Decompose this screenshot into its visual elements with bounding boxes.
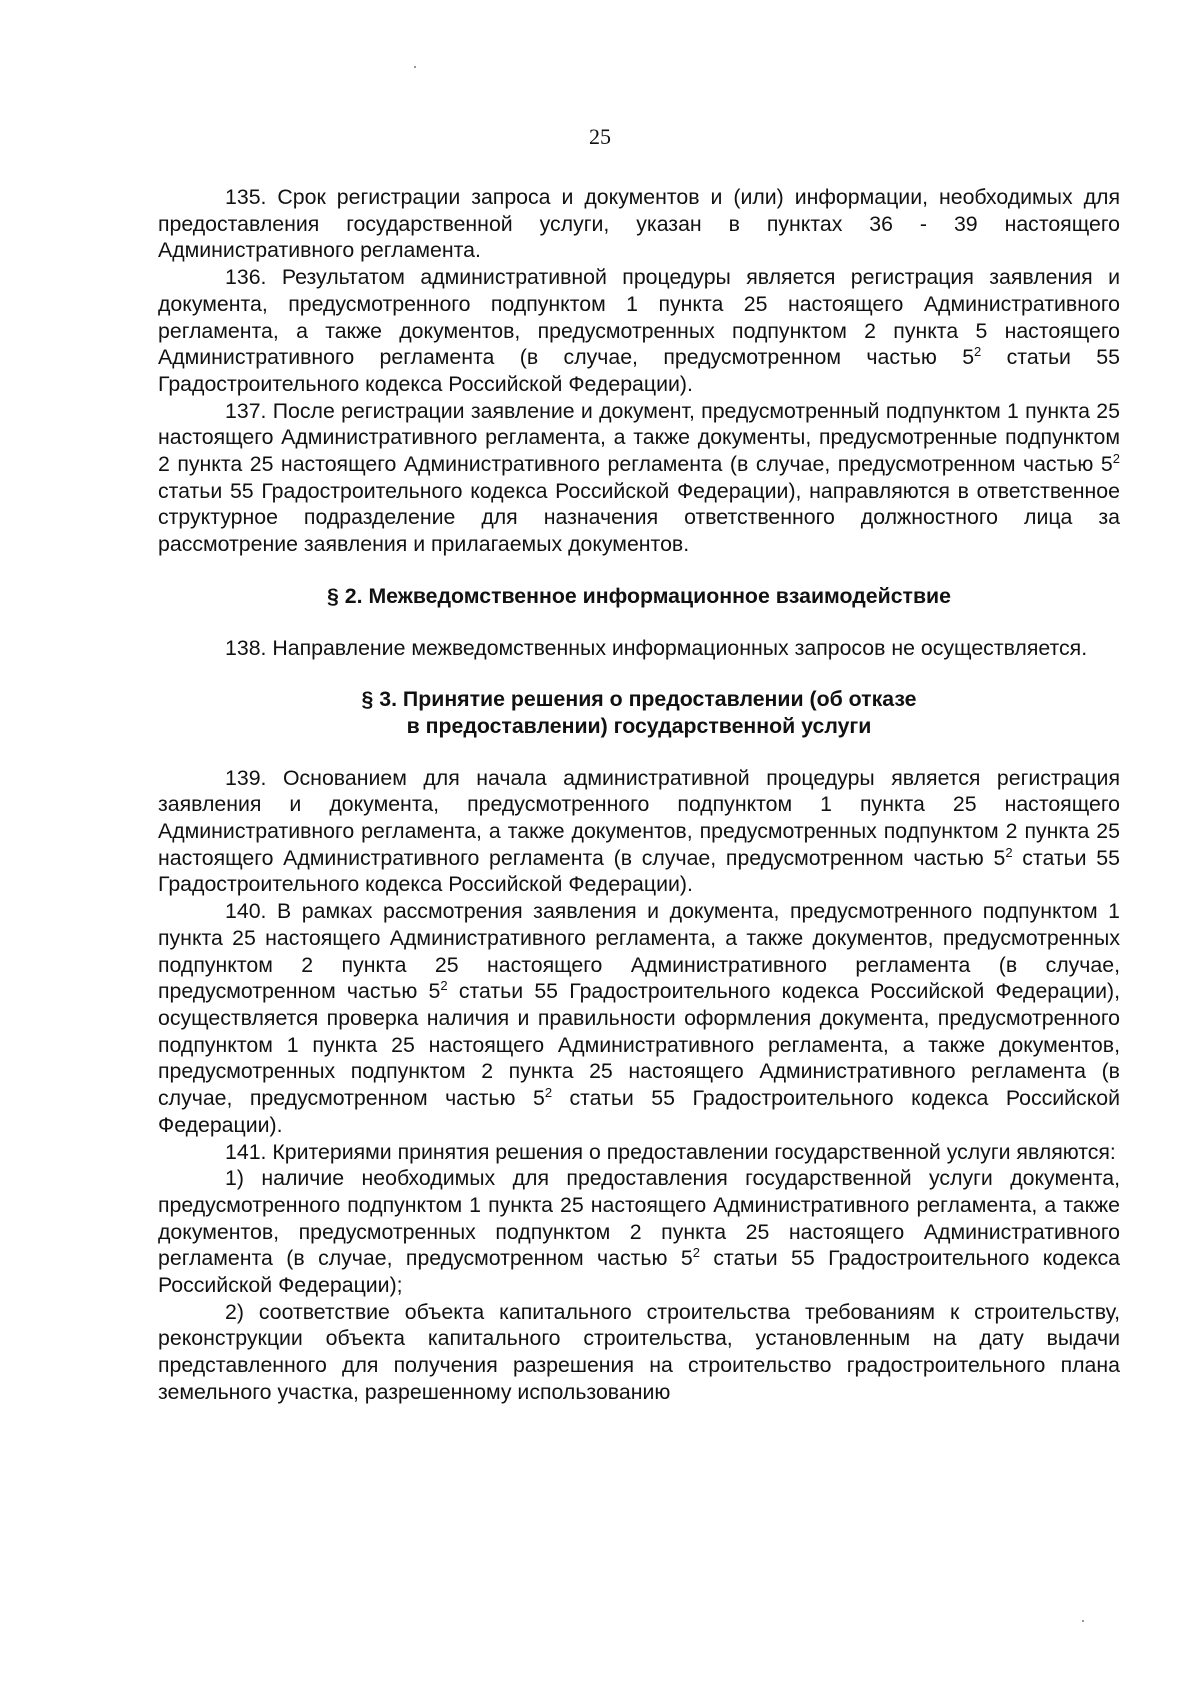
text-run: статьи 55 Градостроительного кодекса Российской Федерации). <box>158 345 1120 396</box>
paragraph <box>158 898 1120 1138</box>
text-run: 141. Критериями принятия решения о предоставлении государственной услуги являются: <box>225 1139 1116 1164</box>
scan-speck <box>414 66 416 68</box>
paragraph <box>158 398 1120 558</box>
superscript: 2 <box>544 1085 553 1101</box>
text-run: 1) наличие необходимых для предоставления государственной услуги документа, предусмотренного подпунктом 1 пункта 25 настоящего Административного регламента, а также документов, предусмотренных подпунктом 2 пункта 25 настоящего Административного регламента (в случае, предусмотренном частью 5 <box>158 1166 1120 1271</box>
text-run: статьи 55 Градостроительного кодекса Российской Федерации), направляются в ответственное структурное подразделение для назначения ответственного должностного лица за рассмотрение заявления и прилагаемых документов. <box>158 478 1120 557</box>
scan-speck <box>1082 1620 1084 1622</box>
section-heading-line: § 2. Межведомственное информационное взаимодействие <box>327 583 951 608</box>
text-run: 139. Основанием для начала административной процедуры является регистрация заявления и документа, предусмотренного подпунктом 1 пункта 25 настоящего Административного регламента, а также документов, предусмотренных подпунктом 2 пункта 25 настоящего Административного регламента (в случае, предусмотренном частью 5 <box>158 765 1120 870</box>
text-run: статьи 55 Градостроительного кодекса Российской Федерации). <box>158 1086 1120 1137</box>
section-heading-line: § 3. Принятие решения о предоставлении (об отказе <box>361 687 917 712</box>
text-run: 136. Результатом административной процедуры является регистрация заявления и документа, предусмотренного подпунктом 1 пункта 25 настоящего Административного регламента, а также документов, предусмотренных подпунктом 2 пункта 5 настоящего Административного регламента (в случае, предусмотренном частью 5 <box>158 265 1120 370</box>
text-run: статьи 55 Градостроительного кодекса Российской Федерации); <box>158 1246 1120 1298</box>
text-run: 2) соответствие объекта капитального строительства требованиям к строительству, реконструкции объекта капитального строительства, установленным на дату выдачи представленного для получения разрешения на строительство градостроительного плана земельного участка, разрешенному использованию <box>158 1299 1120 1404</box>
text-run: 137. После регистрации заявление и документ, предусмотренный подпунктом 1 пункта 25 настоящего Административного регламента, а также документы, предусмотренные подпунктом 2 пункта 25 настоящего Административного регламента (в случае, предусмотренном частью 5 <box>158 398 1120 477</box>
section-heading <box>158 686 1120 739</box>
text-run: 135. Срок регистрации запроса и документов и (или) информации, необходимых для предоставления государственной услуги, указан в пунктах 36 - 39 настоящего Административного регламента. <box>158 185 1120 263</box>
paragraph <box>158 1139 1120 1166</box>
superscript: 2 <box>440 978 448 994</box>
text-run: 138. Направление межведомственных информационных запросов не осуществляется. <box>225 635 1088 660</box>
superscript: 2 <box>1112 451 1120 467</box>
paragraph <box>158 1299 1120 1406</box>
text-run: статьи 55 Градостроительного кодекса Российской Федерации). <box>158 845 1120 897</box>
superscript: 2 <box>1005 844 1013 860</box>
document-body <box>158 184 1120 1406</box>
paragraph <box>158 184 1120 264</box>
section-heading-line: в предоставлении) государственной услуги <box>406 713 872 738</box>
paragraph <box>158 765 1120 899</box>
superscript: 2 <box>692 1245 700 1261</box>
superscript: 2 <box>974 344 982 360</box>
paragraph <box>158 635 1120 662</box>
page-number: 25 <box>589 124 611 149</box>
section-heading <box>158 583 1120 610</box>
paragraph <box>158 264 1120 398</box>
paragraph <box>158 1165 1120 1299</box>
text-run: 140. В рамках рассмотрения заявления и документа, предусмотренного подпунктом 1 пункта 25 настоящего Административного регламента, а также документов, предусмотренных подпунктом 2 пункта 25 настоящего Административного регламента (в случае, предусмотренном частью 5 <box>158 899 1120 1004</box>
text-run: статьи 55 Градостроительного кодекса Российской Федерации), осуществляется проверка наличия и правильности оформления документа, предусмотренного подпунктом 1 пункта 25 настоящего Административного регламента, а также документов, предусмотренных подпунктом 2 пункта 25 настоящего Административного регламента (в случае, предусмотренном частью 5 <box>158 979 1120 1111</box>
